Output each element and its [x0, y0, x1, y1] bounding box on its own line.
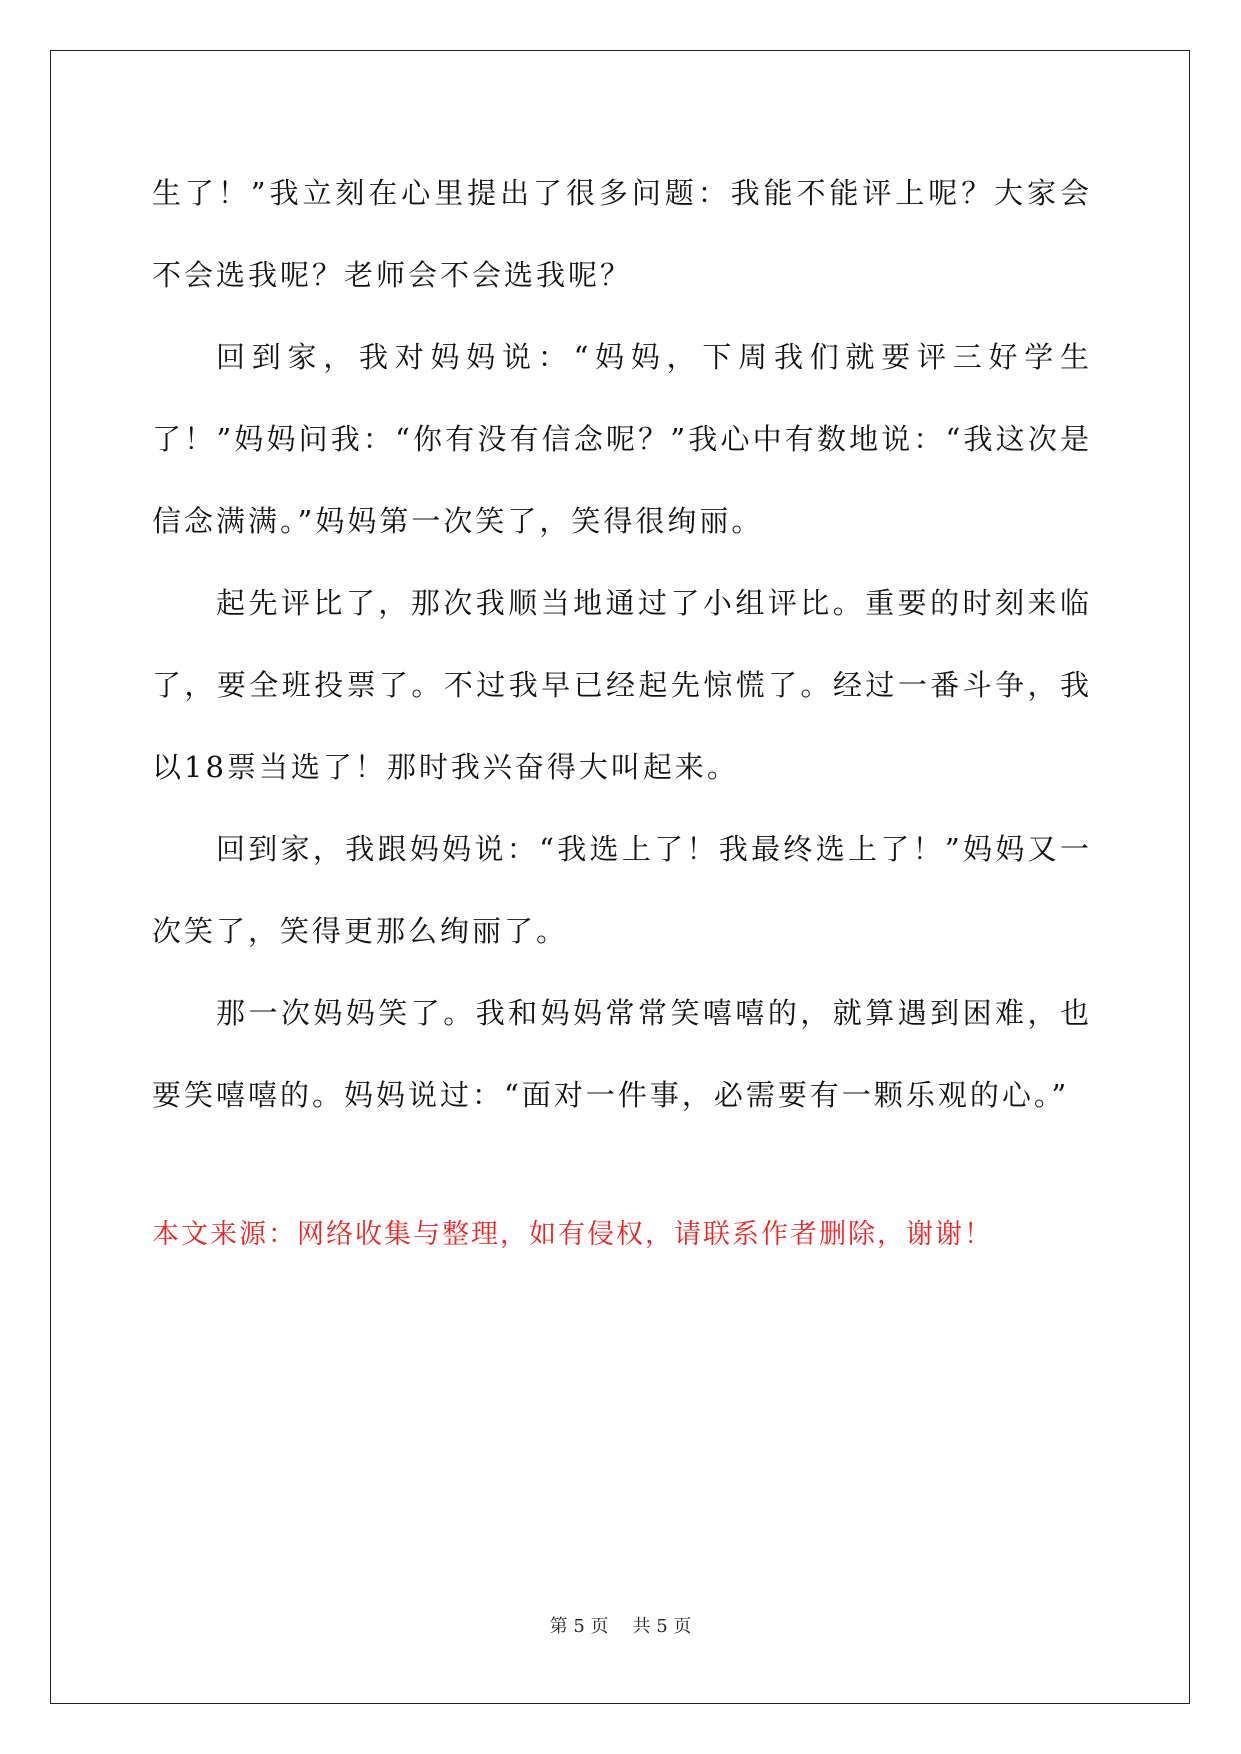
source-note: 本文来源：网络收集与整理，如有侵权，请联系作者删除，谢谢！ [152, 1219, 993, 1250]
paragraph-1: 生了！”我立刻在心里提出了很多问题：我能不能评上呢？大家会不会选我呢？老师会不会选我呢？ [152, 176, 1092, 292]
page-footer [0, 1612, 1241, 1638]
paragraph-3: 起先评比了，那次我顺当地通过了小组评比。重要的时刻来临了，要全班投票了。不过我早已经起先惊慌了。经过一番斗争，我以18票当选了！那时我兴奋得大叫起来。 [152, 586, 1092, 784]
page-total: 共 5 页 [632, 1616, 692, 1637]
paragraph-2: 回到家，我对妈妈说：“妈妈，下周我们就要评三好学生了！”妈妈问我：“你有没有信念呢？”我心中有数地说：“我这次是信念满满。”妈妈第一次笑了，笑得很绚丽。 [152, 340, 1092, 538]
paragraph-5: 那一次妈妈笑了。我和妈妈常常笑嘻嘻的，就算遇到困难，也要笑嘻嘻的。妈妈说过：“面对一件事，必需要有一颗乐观的心。” [152, 996, 1092, 1112]
page-number: 第 5 页 [549, 1616, 609, 1637]
document-body [152, 158, 1092, 1136]
paragraph-4: 回到家，我跟妈妈说：“我选上了！我最终选上了！”妈妈又一次笑了，笑得更那么绚丽了。 [152, 832, 1092, 948]
